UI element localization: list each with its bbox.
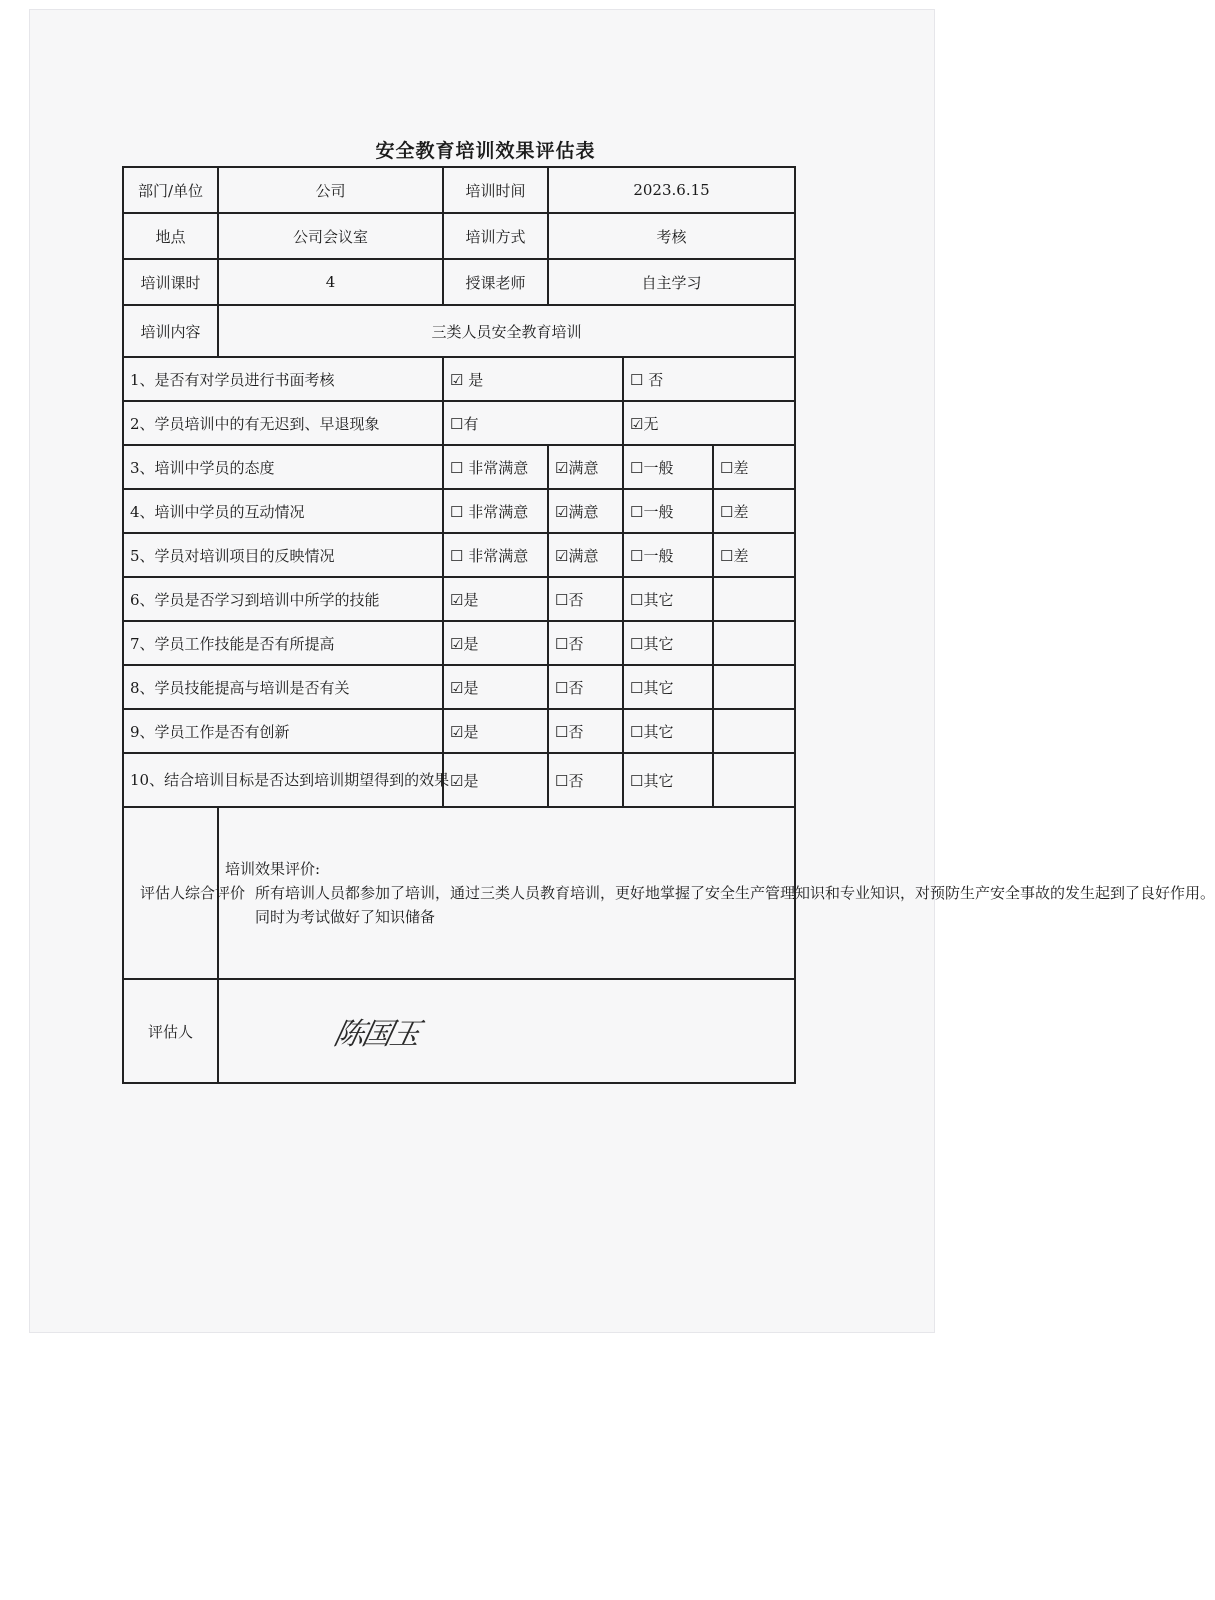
question-row xyxy=(123,401,795,445)
question-text: 8、学员技能提高与培训是否有关 xyxy=(123,665,443,709)
place-label: 地点 xyxy=(123,213,218,259)
row-content xyxy=(123,305,795,357)
question-text: 10、结合培训目标是否达到培训期望得到的效果 xyxy=(123,753,443,807)
option-satisfied[interactable]: ☑满意 xyxy=(548,489,623,533)
handwritten-signature: 陈国玉 xyxy=(330,1017,422,1052)
option-yes[interactable]: ☑是 xyxy=(443,753,548,807)
option-yes[interactable]: ☑是 xyxy=(443,665,548,709)
option-no[interactable]: ☐否 xyxy=(548,709,623,753)
content-value: 三类人员安全教育培训 xyxy=(218,305,795,357)
question-text: 5、学员对培训项目的反映情况 xyxy=(123,533,443,577)
option-yes[interactable]: ☑是 xyxy=(443,621,548,665)
option-other[interactable]: ☐其它 xyxy=(623,709,713,753)
teacher-value: 自主学习 xyxy=(548,259,795,305)
option-other[interactable]: ☐其它 xyxy=(623,753,713,807)
evaluation-label: 评估人综合评价 xyxy=(123,807,218,979)
evaluator-label: 评估人 xyxy=(123,979,218,1083)
option-poor[interactable]: ☐差 xyxy=(713,445,795,489)
option-other[interactable]: ☐其它 xyxy=(623,621,713,665)
dept-value: 公司 xyxy=(218,167,443,213)
option-poor[interactable]: ☐差 xyxy=(713,489,795,533)
evaluation-form-table xyxy=(122,166,1215,1084)
question-row xyxy=(123,489,795,533)
question-text: 7、学员工作技能是否有所提高 xyxy=(123,621,443,665)
hours-label: 培训课时 xyxy=(123,259,218,305)
evaluator-signature-cell xyxy=(218,979,795,1083)
evaluation-text: 所有培训人员都参加了培训，通过三类人员教育培训，更好地掌握了安全生产管理知识和专业知识，对预防生产安全事故的发生起到了良好作用。 xyxy=(255,884,1215,902)
empty-cell xyxy=(713,665,795,709)
place-value: 公司会议室 xyxy=(218,213,443,259)
option-poor[interactable]: ☐差 xyxy=(713,533,795,577)
empty-cell xyxy=(713,753,795,807)
evaluation-box xyxy=(218,807,1215,979)
question-row xyxy=(123,621,795,665)
question-text: 1、是否有对学员进行书面考核 xyxy=(123,357,443,401)
question-text: 3、培训中学员的态度 xyxy=(123,445,443,489)
evaluation-text-2: 同时为考试做好了知识储备 xyxy=(255,908,436,926)
option-yes[interactable]: ☑是 xyxy=(443,709,548,753)
question-text: 9、学员工作是否有创新 xyxy=(123,709,443,753)
option-none[interactable]: ☑无 xyxy=(623,401,795,445)
option-other[interactable]: ☐其它 xyxy=(623,577,713,621)
option-very-satisfied[interactable]: ☐ 非常满意 xyxy=(443,533,548,577)
evaluation-heading: 培训效果评价: xyxy=(225,860,321,878)
option-yes[interactable]: ☑ 是 xyxy=(443,357,623,401)
option-no[interactable]: ☐否 xyxy=(548,621,623,665)
question-row xyxy=(123,445,795,489)
question-row xyxy=(123,533,795,577)
option-satisfied[interactable]: ☑满意 xyxy=(548,533,623,577)
question-row xyxy=(123,665,795,709)
question-text: 4、培训中学员的互动情况 xyxy=(123,489,443,533)
question-row xyxy=(123,709,795,753)
option-no[interactable]: ☐否 xyxy=(548,753,623,807)
evaluator-row xyxy=(123,979,795,1083)
option-no[interactable]: ☐ 否 xyxy=(623,357,795,401)
empty-cell xyxy=(713,577,795,621)
dept-label: 部门/单位 xyxy=(123,167,218,213)
teacher-label: 授课老师 xyxy=(443,259,548,305)
empty-cell xyxy=(713,709,795,753)
option-very-satisfied[interactable]: ☐ 非常满意 xyxy=(443,445,548,489)
method-label: 培训方式 xyxy=(443,213,548,259)
time-value: 2023.6.15 xyxy=(548,167,795,213)
evaluation-row xyxy=(123,807,795,979)
form-title: 安全教育培训效果评估表 xyxy=(375,140,596,162)
option-no[interactable]: ☐否 xyxy=(548,665,623,709)
question-row xyxy=(123,753,795,807)
content-label: 培训内容 xyxy=(123,305,218,357)
option-have[interactable]: ☐有 xyxy=(443,401,623,445)
option-no[interactable]: ☐否 xyxy=(548,577,623,621)
option-yes[interactable]: ☑是 xyxy=(443,577,548,621)
option-average[interactable]: ☐一般 xyxy=(623,533,713,577)
question-text: 2、学员培训中的有无迟到、早退现象 xyxy=(123,401,443,445)
option-satisfied[interactable]: ☑满意 xyxy=(548,445,623,489)
hours-value: 4 xyxy=(218,259,443,305)
row-place xyxy=(123,213,795,259)
option-very-satisfied[interactable]: ☐ 非常满意 xyxy=(443,489,548,533)
row-hours xyxy=(123,259,795,305)
question-row xyxy=(123,357,795,401)
option-average[interactable]: ☐一般 xyxy=(623,489,713,533)
question-text: 6、学员是否学习到培训中所学的技能 xyxy=(123,577,443,621)
time-label: 培训时间 xyxy=(443,167,548,213)
question-row xyxy=(123,577,795,621)
option-other[interactable]: ☐其它 xyxy=(623,665,713,709)
empty-cell xyxy=(713,621,795,665)
method-value: 考核 xyxy=(548,213,795,259)
option-average[interactable]: ☐一般 xyxy=(623,445,713,489)
row-dept xyxy=(123,167,795,213)
